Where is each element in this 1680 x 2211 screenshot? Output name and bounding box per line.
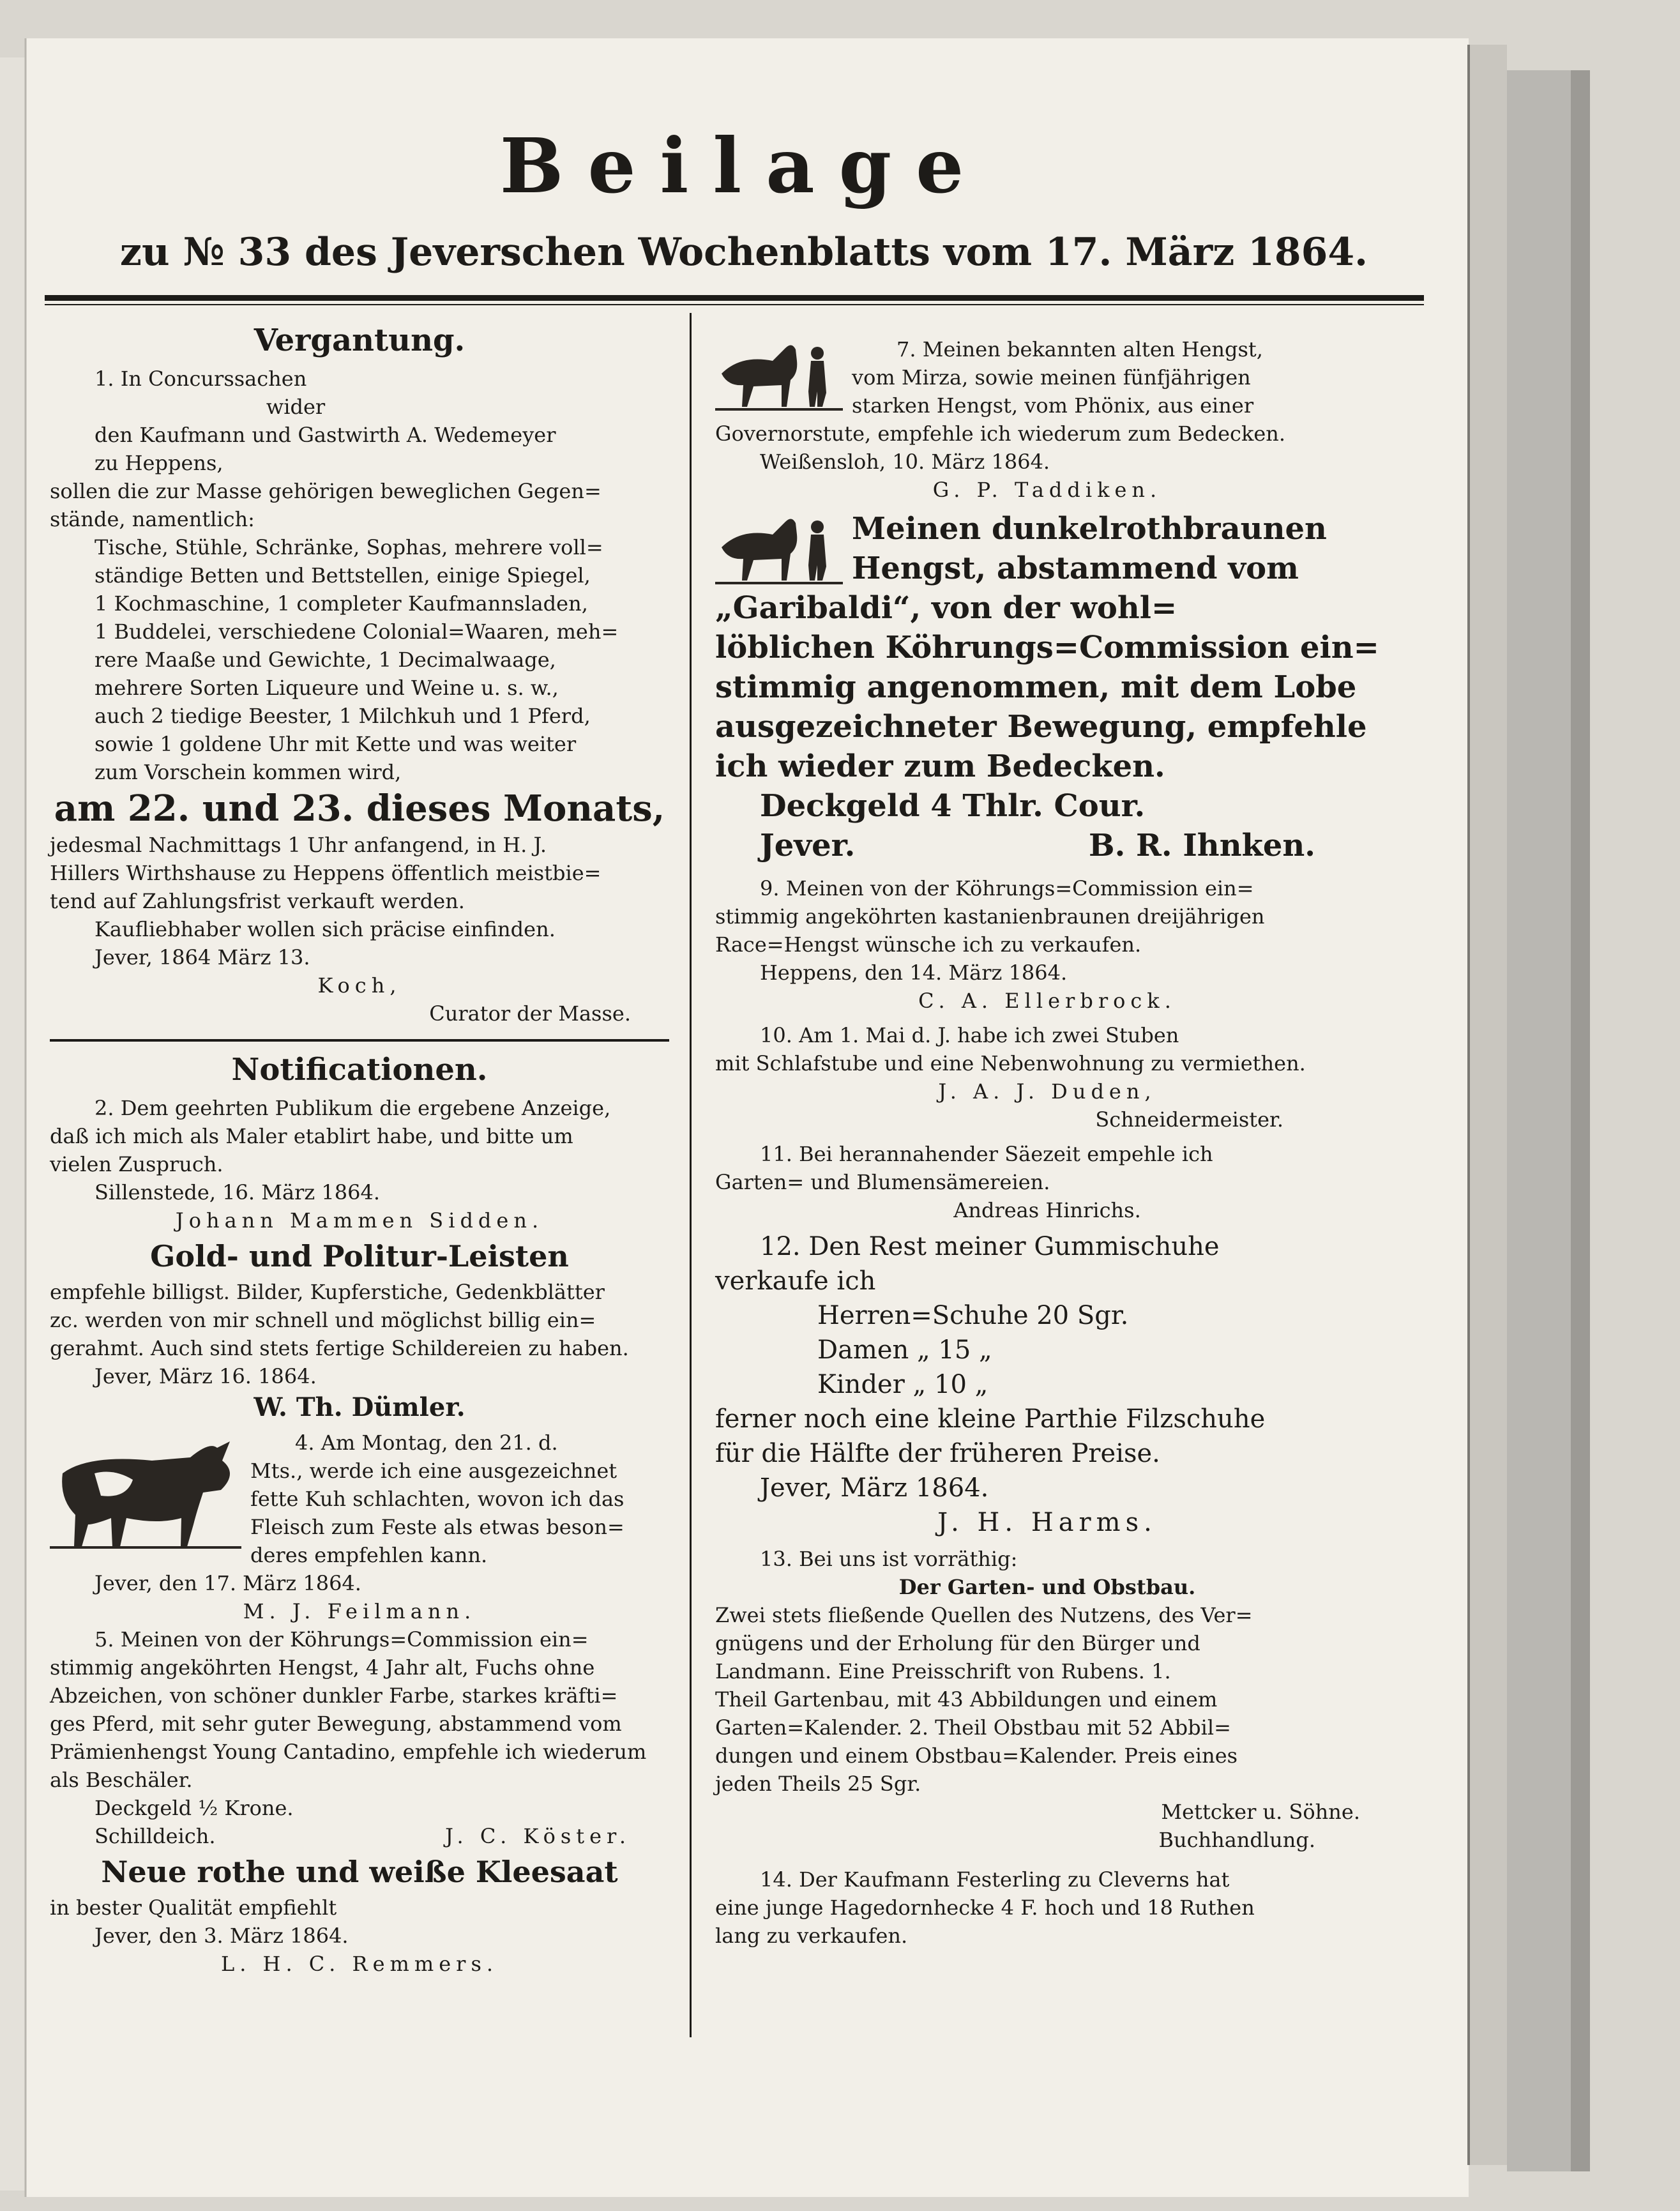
place-date: Heppens, den 14. März 1864. (760, 961, 1068, 985)
ad-heading: Neue rothe und weiße Kleesaat (101, 1855, 618, 1889)
page-subtitle: zu № 33 des Jeverschen Wochenblatts vom 17. März 1864. (119, 230, 1368, 275)
place-date: Jever, den 3. März 1864. (95, 1924, 349, 1948)
header-rule (45, 295, 1424, 301)
horse-with-groom-icon (715, 335, 843, 412)
text-line: Theil Gartenbau, mit 43 Abbildungen und einem (715, 1687, 1218, 1712)
notice-10 (715, 1021, 1379, 1134)
fee: Deckgeld 4 Thlr. Cour. (760, 788, 1146, 824)
signature: B. R. Ihnken. (1089, 828, 1315, 863)
text-line: ausgezeichneter Bewegung, empfehle (715, 709, 1367, 745)
text-line: Abzeichen, von schöner dunkler Farbe, starkes kräfti= (50, 1683, 618, 1708)
section-separator (50, 1039, 669, 1042)
notice-14 (715, 1865, 1379, 1950)
signature: M. J. Feilmann. (243, 1599, 476, 1623)
ox-icon (50, 1429, 241, 1550)
text-line: ich wieder zum Bedecken. (715, 748, 1165, 784)
place-date: Jever, März 16. 1864. (95, 1364, 317, 1388)
ad-heading: Gold- und Politur-Leisten (150, 1239, 569, 1273)
text-line: wider (266, 395, 326, 419)
place-date: Jever, März 1864. (760, 1473, 989, 1503)
place-date: Sillenstede, 16. März 1864. (95, 1180, 380, 1204)
signature: J. C. Köster. (445, 1824, 631, 1848)
text-line: Tische, Stühle, Schränke, Sophas, mehrere voll= (95, 535, 603, 559)
column-divider (690, 313, 692, 2037)
notice-7 (715, 335, 1379, 504)
signature: Johann Mammen Sidden. (175, 1208, 544, 1233)
text-line: starken Hengst, vom Phönix, aus einer (852, 393, 1254, 418)
text-line: 9. Meinen von der Köhrungs=Commission ein= (760, 876, 1254, 900)
signature: C. A. Ellerbrock. (918, 989, 1176, 1013)
text-line: jedesmal Nachmittags 1 Uhr anfangend, in H. J. (50, 833, 547, 857)
horse-with-groom-icon (715, 509, 843, 586)
notice-11 (715, 1140, 1379, 1224)
text-line: gerahmt. Auch sind stets fertige Schildereien zu haben. (50, 1336, 629, 1360)
place: Jever. (760, 828, 856, 863)
text-line: sowie 1 goldene Uhr mit Kette und was weiter (95, 732, 577, 756)
text-line: 11. Bei herannahender Säezeit empehle ich (760, 1142, 1213, 1166)
place: Schilldeich. (95, 1824, 216, 1848)
price-line: Herren=Schuhe 20 Sgr. (817, 1301, 1129, 1330)
text-line: mehrere Sorten Liqueure und Weine u. s. w., (95, 676, 559, 700)
text-line: 14. Der Kaufmann Festerling zu Cleverns hat (760, 1867, 1230, 1892)
book-title: Der Garten- und Obstbau. (898, 1575, 1196, 1599)
signature: J. H. Harms. (937, 1508, 1157, 1537)
text-line: zu Heppens, (95, 451, 223, 475)
text-line: Governorstute, empfehle ich wiederum zum Bedecken. (715, 422, 1286, 446)
text-line: empfehle billigst. Bilder, Kupferstiche, Gedenkblätter (50, 1280, 605, 1304)
text-line: „Garibaldi“, von der wohl= (715, 590, 1177, 626)
text-line: stände, namentlich: (50, 507, 255, 531)
section-heading-vergantung: Vergantung. (254, 323, 465, 358)
text-line: Zwei stets fließende Quellen des Nutzens, des Ver= (715, 1603, 1253, 1627)
page-title: Beilage (499, 121, 988, 210)
text-line: verkaufe ich (715, 1266, 876, 1296)
notice-4 (50, 1429, 669, 1625)
text-line: deres empfehlen kann. (250, 1543, 488, 1567)
text-line: 7. Meinen bekannten alten Hengst, (897, 337, 1263, 361)
text-line: fette Kuh schlachten, wovon ich das (250, 1487, 624, 1511)
text-line: Race=Hengst wünsche ich zu verkaufen. (715, 932, 1142, 957)
text-line: den Kaufmann und Gastwirth A. Wedemeyer (95, 423, 556, 447)
text-line: stimmig angenommen, mit dem Lobe (715, 669, 1357, 705)
text-line: 12. Den Rest meiner Gummischuhe (760, 1232, 1220, 1261)
signature: L. H. C. Remmers. (220, 1952, 499, 1976)
text-line: mit Schlafstube und eine Nebenwohnung zu vermiethen. (715, 1051, 1306, 1075)
notice-8 (715, 509, 1379, 865)
signature: G. P. Taddiken. (932, 478, 1162, 502)
text-line: jeden Theils 25 Sgr. (715, 1772, 921, 1796)
auction-date: am 22. und 23. dieses Monats, (54, 787, 665, 830)
notice-1 (50, 365, 669, 1028)
notice-2 (50, 1094, 669, 1235)
text-line: ferner noch eine kleine Parthie Filzschuhe (715, 1404, 1266, 1434)
notice-12 (715, 1229, 1379, 1540)
text-line: stimmig angeköhrten kastanienbraunen dreijährigen (715, 904, 1265, 929)
text-line: stimmig angeköhrten Hengst, 4 Jahr alt, Fuchs ohne (50, 1655, 595, 1680)
notice-gold-leisten (50, 1237, 669, 1425)
text-line: sollen die zur Masse gehörigen beweglichen Gegen= (50, 479, 602, 503)
signature: J. A. J. Duden, (938, 1079, 1156, 1104)
notice-9 (715, 874, 1379, 1015)
text-line: daß ich mich als Maler etablirt habe, und bitte um (50, 1124, 573, 1148)
text-line: 13. Bei uns ist vorräthig: (760, 1547, 1018, 1571)
text-line: 1 Kochmaschine, 1 completer Kaufmannsladen, (95, 591, 588, 616)
text-line: 10. Am 1. Mai d. J. habe ich zwei Stuben (760, 1023, 1179, 1047)
text-line: 4. Am Montag, den 21. d. (295, 1431, 558, 1455)
text-line: lang zu verkaufen. (715, 1924, 908, 1948)
text-line: Prämienhengst Young Cantadino, empfehle ich wiederum (50, 1740, 647, 1764)
place-date: Jever, den 17. März 1864. (95, 1571, 361, 1595)
left-column (50, 316, 669, 2034)
text-line: Fleisch zum Feste als etwas beson= (250, 1515, 624, 1539)
text-line: ges Pferd, mit sehr guter Bewegung, abstammend vom (50, 1712, 622, 1736)
fee: Deckgeld ½ Krone. (95, 1796, 294, 1820)
text-line: auch 2 tiedige Beester, 1 Milchkuh und 1 Pferd, (95, 704, 591, 728)
text-line: vom Mirza, sowie meinen fünfjährigen (852, 365, 1251, 390)
text-line: 5. Meinen von der Köhrungs=Commission ein= (95, 1627, 589, 1652)
text-line: Garten=Kalender. 2. Theil Obstbau mit 52 Abbil= (715, 1715, 1231, 1740)
text-line: gnügens und der Erholung für den Bürger und (715, 1631, 1200, 1655)
text-line: Hengst, abstammend vom (852, 551, 1299, 586)
text-line: Landmann. Eine Preisschrift von Rubens. 1. (715, 1659, 1171, 1683)
text-line: ständige Betten und Bettstellen, einige Spiegel, (95, 563, 591, 588)
signature: Andreas Hinrichs. (953, 1198, 1141, 1222)
text-line: 1 Buddelei, verschiedene Colonial=Waaren, meh= (95, 619, 619, 644)
text-line: in bester Qualität empfiehlt (50, 1896, 337, 1920)
signature: Mettcker u. Söhne. (1161, 1800, 1360, 1824)
text-line: 1. In Concurssachen (95, 367, 307, 391)
place-date: Jever, 1864 März 13. (95, 945, 310, 969)
text-line: eine junge Hagedornhecke 4 F. hoch und 18 Ruthen (715, 1896, 1255, 1920)
text-line: Kaufliebhaber wollen sich präcise einfinden. (95, 917, 556, 941)
notice-5 (50, 1625, 669, 1850)
newspaper-page (32, 57, 1456, 2184)
notice-13 (715, 1545, 1379, 1854)
text-line: 2. Dem geehrten Publikum die ergebene Anzeige, (95, 1096, 611, 1120)
text-line: dungen und einem Obstbau=Kalender. Preis eines (715, 1744, 1238, 1768)
section-heading-notificationen: Notificationen. (231, 1052, 488, 1088)
text-line: Hillers Wirthshause zu Heppens öffentlich meistbie= (50, 861, 602, 885)
signature: Koch, (317, 973, 402, 998)
text-line: als Beschäler. (50, 1768, 193, 1792)
text-line: zum Vorschein kommen wird, (95, 760, 402, 784)
text-line: zc. werden von mir schnell und möglichst billig ein= (50, 1308, 596, 1332)
place-date: Weißensloh, 10. März 1864. (760, 450, 1050, 474)
signature-title: Buchhandlung. (1158, 1828, 1315, 1852)
text-line: für die Hälfte der früheren Preise. (715, 1439, 1160, 1468)
price-line: Damen „ 15 „ (817, 1335, 992, 1365)
text-line: Garten= und Blumensämereien. (715, 1170, 1050, 1194)
right-column (715, 316, 1379, 2034)
price-line: Kinder „ 10 „ (817, 1370, 988, 1399)
signature: W. Th. Dümler. (254, 1392, 465, 1422)
text-line: vielen Zuspruch. (50, 1152, 223, 1176)
signature-title: Curator der Masse. (429, 1001, 631, 1026)
text-line: tend auf Zahlungsfrist verkauft werden. (50, 889, 465, 913)
text-line: rere Maaße und Gewichte, 1 Decimalwaage, (95, 648, 556, 672)
signature-title: Schneidermeister. (1095, 1107, 1283, 1132)
text-line: Mts., werde ich eine ausgezeichnet (250, 1459, 617, 1483)
notice-kleesaat (50, 1853, 669, 1978)
text-line: löblichen Köhrungs=Commission ein= (715, 630, 1379, 665)
text-line: Meinen dunkelrothbraunen (852, 511, 1327, 547)
header-rule-thin (45, 304, 1424, 305)
